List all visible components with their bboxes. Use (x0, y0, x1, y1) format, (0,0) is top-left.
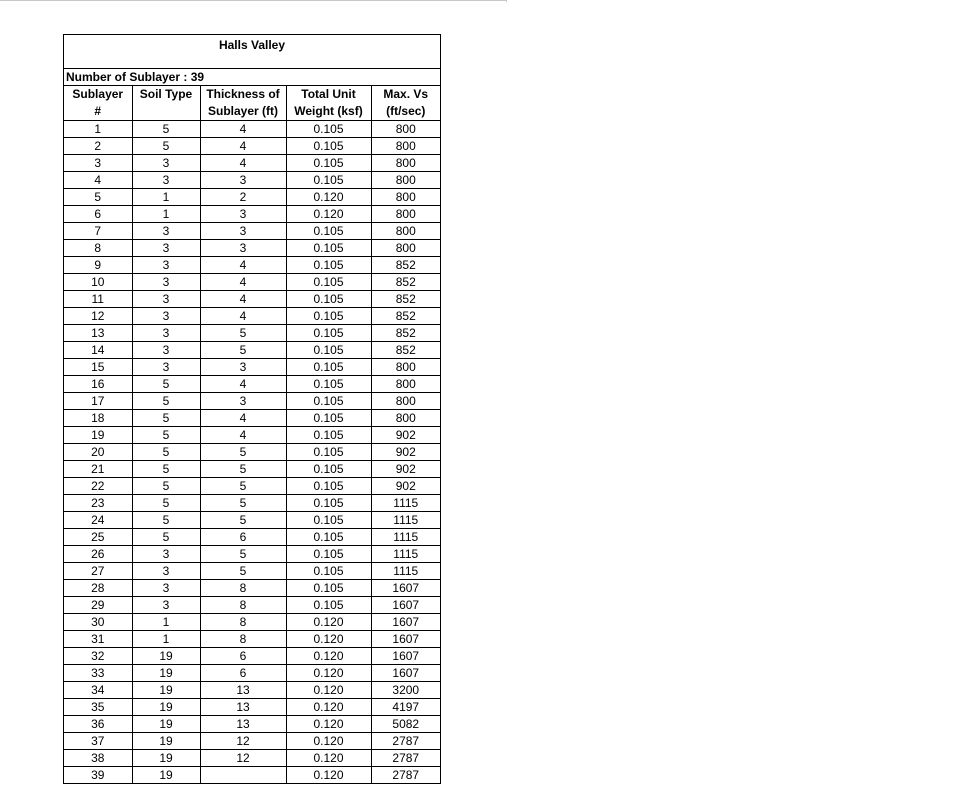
cell-soil-type: 5 (132, 495, 200, 512)
cell-sublayer: 13 (64, 325, 132, 342)
cell-soil-type: 19 (132, 733, 200, 750)
cell-sublayer: 15 (64, 359, 132, 376)
header-line: # (94, 104, 102, 118)
header-line: Sublayer (72, 87, 124, 101)
cell-thickness: 3 (200, 359, 286, 376)
header-line: Weight (ksf) (294, 104, 363, 118)
cell-soil-type: 3 (132, 223, 200, 240)
cell-thickness: 13 (200, 699, 286, 716)
table-row (64, 682, 440, 699)
table-row (64, 631, 440, 648)
table-row (64, 699, 440, 716)
cell-unit-weight: 0.105 (286, 495, 371, 512)
cell-sublayer: 2 (64, 138, 132, 155)
cell-unit-weight: 0.120 (286, 716, 371, 733)
table-row (64, 444, 440, 461)
table-row (64, 325, 440, 342)
cell-sublayer: 28 (64, 580, 132, 597)
cell-soil-type: 3 (132, 325, 200, 342)
cell-max-vs: 5082 (371, 716, 440, 733)
cell-max-vs: 1607 (371, 631, 440, 648)
header-line: (ft/sec) (386, 104, 426, 118)
cell-soil-type: 3 (132, 597, 200, 614)
cell-thickness: 4 (200, 274, 286, 291)
cell-thickness: 5 (200, 342, 286, 359)
cell-sublayer: 12 (64, 308, 132, 325)
cell-thickness: 5 (200, 546, 286, 563)
cell-soil-type: 3 (132, 155, 200, 172)
cell-max-vs: 2787 (371, 750, 440, 767)
table-row (64, 342, 440, 359)
cell-thickness: 4 (200, 155, 286, 172)
cell-max-vs: 1607 (371, 614, 440, 631)
cell-unit-weight: 0.105 (286, 597, 371, 614)
cell-soil-type: 3 (132, 580, 200, 597)
table-row (64, 529, 440, 546)
header-thickness (200, 86, 286, 121)
cell-thickness: 12 (200, 733, 286, 750)
cell-max-vs: 852 (371, 325, 440, 342)
table-row (64, 495, 440, 512)
cell-sublayer: 25 (64, 529, 132, 546)
cell-unit-weight: 0.120 (286, 665, 371, 682)
table-row (64, 291, 440, 308)
header-line: Sublayer (ft) (207, 104, 278, 118)
cell-unit-weight: 0.105 (286, 155, 371, 172)
table-row (64, 648, 440, 665)
cell-thickness: 13 (200, 716, 286, 733)
cell-soil-type: 19 (132, 750, 200, 767)
header-line: Total Unit (301, 87, 356, 101)
cell-max-vs: 1115 (371, 563, 440, 580)
cell-sublayer: 23 (64, 495, 132, 512)
cell-unit-weight: 0.105 (286, 342, 371, 359)
cell-max-vs: 800 (371, 393, 440, 410)
cell-sublayer: 8 (64, 240, 132, 257)
cell-thickness: 5 (200, 512, 286, 529)
cell-max-vs: 1607 (371, 648, 440, 665)
cell-max-vs: 902 (371, 478, 440, 495)
cell-sublayer: 26 (64, 546, 132, 563)
table-row (64, 257, 440, 274)
cell-sublayer: 1 (64, 121, 132, 138)
cell-soil-type: 3 (132, 563, 200, 580)
cell-thickness: 4 (200, 121, 286, 138)
cell-soil-type: 5 (132, 427, 200, 444)
cell-soil-type: 19 (132, 665, 200, 682)
cell-thickness: 3 (200, 240, 286, 257)
cell-thickness: 5 (200, 563, 286, 580)
cell-thickness: 4 (200, 410, 286, 427)
cell-sublayer: 4 (64, 172, 132, 189)
table-title: Halls Valley (64, 35, 440, 69)
cell-sublayer: 9 (64, 257, 132, 274)
cell-soil-type: 3 (132, 257, 200, 274)
cell-unit-weight: 0.120 (286, 767, 371, 784)
cell-max-vs: 800 (371, 172, 440, 189)
cell-max-vs: 902 (371, 461, 440, 478)
cell-sublayer: 39 (64, 767, 132, 784)
table-row (64, 597, 440, 614)
table-row (64, 121, 440, 138)
cell-sublayer: 36 (64, 716, 132, 733)
cell-thickness (200, 767, 286, 784)
cell-sublayer: 35 (64, 699, 132, 716)
cell-unit-weight: 0.105 (286, 121, 371, 138)
cell-sublayer: 31 (64, 631, 132, 648)
cell-soil-type: 1 (132, 631, 200, 648)
table-row (64, 376, 440, 393)
cell-thickness: 8 (200, 597, 286, 614)
cell-max-vs: 902 (371, 444, 440, 461)
cell-unit-weight: 0.120 (286, 750, 371, 767)
cell-thickness: 12 (200, 750, 286, 767)
cell-unit-weight: 0.105 (286, 223, 371, 240)
cell-sublayer: 29 (64, 597, 132, 614)
cell-max-vs: 800 (371, 376, 440, 393)
table-row (64, 478, 440, 495)
table-row (64, 138, 440, 155)
cell-max-vs: 1115 (371, 512, 440, 529)
cell-max-vs: 1115 (371, 546, 440, 563)
table-row (64, 580, 440, 597)
cell-max-vs: 4197 (371, 699, 440, 716)
cell-thickness: 13 (200, 682, 286, 699)
cell-max-vs: 800 (371, 138, 440, 155)
cell-thickness: 4 (200, 138, 286, 155)
cell-sublayer: 33 (64, 665, 132, 682)
table-row (64, 223, 440, 240)
table-row (64, 512, 440, 529)
table-row (64, 427, 440, 444)
cell-unit-weight: 0.105 (286, 529, 371, 546)
cell-unit-weight: 0.105 (286, 461, 371, 478)
cell-max-vs: 800 (371, 240, 440, 257)
cell-thickness: 5 (200, 325, 286, 342)
table-row (64, 750, 440, 767)
cell-max-vs: 1607 (371, 665, 440, 682)
cell-sublayer: 30 (64, 614, 132, 631)
cell-max-vs: 852 (371, 342, 440, 359)
cell-unit-weight: 0.105 (286, 427, 371, 444)
cell-max-vs: 1607 (371, 580, 440, 597)
cell-soil-type: 3 (132, 274, 200, 291)
table-row (64, 614, 440, 631)
cell-soil-type: 5 (132, 376, 200, 393)
cell-unit-weight: 0.120 (286, 614, 371, 631)
cell-soil-type: 5 (132, 138, 200, 155)
table-row (64, 308, 440, 325)
cell-sublayer: 17 (64, 393, 132, 410)
cell-max-vs: 1115 (371, 495, 440, 512)
cell-unit-weight: 0.120 (286, 733, 371, 750)
cell-sublayer: 6 (64, 206, 132, 223)
cell-sublayer: 37 (64, 733, 132, 750)
cell-thickness: 4 (200, 257, 286, 274)
cell-max-vs: 800 (371, 155, 440, 172)
cell-thickness: 8 (200, 580, 286, 597)
cell-sublayer: 27 (64, 563, 132, 580)
table-body (64, 121, 440, 784)
cell-soil-type: 19 (132, 767, 200, 784)
cell-soil-type: 5 (132, 121, 200, 138)
cell-sublayer: 18 (64, 410, 132, 427)
cell-unit-weight: 0.105 (286, 580, 371, 597)
table-row (64, 546, 440, 563)
cell-soil-type: 3 (132, 240, 200, 257)
cell-soil-type: 19 (132, 699, 200, 716)
header-line: Max. Vs (383, 87, 429, 101)
cell-soil-type: 5 (132, 529, 200, 546)
cell-soil-type: 19 (132, 716, 200, 733)
cell-sublayer: 19 (64, 427, 132, 444)
cell-unit-weight: 0.105 (286, 478, 371, 495)
cell-sublayer: 20 (64, 444, 132, 461)
cell-soil-type: 1 (132, 206, 200, 223)
cell-max-vs: 800 (371, 189, 440, 206)
cell-soil-type: 5 (132, 461, 200, 478)
cell-soil-type: 3 (132, 308, 200, 325)
cell-soil-type: 1 (132, 189, 200, 206)
cell-sublayer: 32 (64, 648, 132, 665)
cell-unit-weight: 0.105 (286, 512, 371, 529)
cell-soil-type: 5 (132, 393, 200, 410)
cell-sublayer: 3 (64, 155, 132, 172)
cell-max-vs: 902 (371, 427, 440, 444)
cell-sublayer: 10 (64, 274, 132, 291)
cell-thickness: 6 (200, 529, 286, 546)
table-row (64, 274, 440, 291)
cell-sublayer: 22 (64, 478, 132, 495)
cell-max-vs: 852 (371, 291, 440, 308)
cell-thickness: 8 (200, 631, 286, 648)
cell-soil-type: 5 (132, 478, 200, 495)
cell-unit-weight: 0.105 (286, 376, 371, 393)
cell-thickness: 6 (200, 648, 286, 665)
sheet-border (0, 0, 507, 1)
cell-sublayer: 38 (64, 750, 132, 767)
cell-thickness: 3 (200, 393, 286, 410)
header-soil-type (132, 86, 200, 121)
cell-thickness: 4 (200, 308, 286, 325)
header-row (64, 86, 440, 121)
table-row (64, 733, 440, 750)
cell-max-vs: 852 (371, 274, 440, 291)
soil-profile-table-frame (63, 34, 441, 784)
cell-unit-weight: 0.105 (286, 325, 371, 342)
cell-thickness: 5 (200, 461, 286, 478)
header-max-vs (371, 86, 440, 121)
cell-thickness: 3 (200, 223, 286, 240)
cell-unit-weight: 0.120 (286, 648, 371, 665)
table-row (64, 563, 440, 580)
sublayer-count: Number of Sublayer : 39 (64, 69, 440, 86)
cell-max-vs: 2787 (392, 768, 420, 782)
cell-unit-weight: 0.105 (286, 172, 371, 189)
cell-thickness: 6 (200, 665, 286, 682)
cell-unit-weight: 0.105 (286, 138, 371, 155)
cell-thickness: 4 (200, 291, 286, 308)
header-sublayer (64, 86, 132, 121)
table-row (64, 665, 440, 682)
cell-soil-type: 3 (132, 342, 200, 359)
cell-thickness: 4 (200, 427, 286, 444)
cell-thickness: 5 (200, 495, 286, 512)
cell-sublayer: 7 (64, 223, 132, 240)
cell-unit-weight: 0.105 (286, 444, 371, 461)
cell-unit-weight: 0.105 (286, 274, 371, 291)
cell-unit-weight: 0.105 (286, 563, 371, 580)
cell-soil-type: 3 (132, 172, 200, 189)
cell-max-vs: 1607 (371, 597, 440, 614)
cell-soil-type: 5 (132, 444, 200, 461)
cell-unit-weight: 0.105 (286, 546, 371, 563)
table-row (64, 240, 440, 257)
table-row (64, 189, 440, 206)
cell-soil-type: 3 (132, 291, 200, 308)
cell-max-vs: 800 (371, 410, 440, 427)
cell-thickness: 4 (200, 376, 286, 393)
cell-sublayer: 34 (64, 682, 132, 699)
cell-thickness: 5 (200, 444, 286, 461)
cell-unit-weight: 0.105 (286, 359, 371, 376)
cell-unit-weight: 0.105 (286, 308, 371, 325)
cell-max-vs: 800 (371, 121, 440, 138)
cell-unit-weight: 0.120 (286, 682, 371, 699)
cell-thickness: 3 (200, 206, 286, 223)
cell-unit-weight: 0.105 (286, 410, 371, 427)
cell-thickness: 2 (200, 189, 286, 206)
table-row (64, 172, 440, 189)
cell-thickness: 5 (200, 478, 286, 495)
table-row (64, 716, 440, 733)
cell-max-vs: 852 (371, 308, 440, 325)
cell-soil-type: 19 (132, 648, 200, 665)
cell-sublayer: 21 (64, 461, 132, 478)
cell-soil-type: 5 (132, 512, 200, 529)
table-row (64, 410, 440, 427)
header-unit-weight (286, 86, 371, 121)
cell-unit-weight: 0.120 (286, 189, 371, 206)
sheet-border-edge (506, 0, 507, 2)
cell-unit-weight: 0.105 (286, 257, 371, 274)
cell-sublayer: 11 (64, 291, 132, 308)
table-row (64, 461, 440, 478)
cell-thickness: 3 (200, 172, 286, 189)
cell-soil-type: 3 (132, 546, 200, 563)
header-line: Thickness of (206, 87, 280, 101)
cell-unit-weight: 0.120 (286, 699, 371, 716)
table-row (64, 767, 440, 784)
table-row (64, 155, 440, 172)
cell-max-vs: 800 (371, 359, 440, 376)
cell-sublayer: 5 (64, 189, 132, 206)
cell-soil-type: 19 (132, 682, 200, 699)
cell-soil-type: 3 (132, 359, 200, 376)
sublayer-table (64, 86, 440, 783)
table-row (64, 393, 440, 410)
cell-sublayer: 16 (64, 376, 132, 393)
cell-max-vs: 3200 (371, 682, 440, 699)
cell-unit-weight: 0.105 (286, 291, 371, 308)
cell-soil-type: 5 (132, 410, 200, 427)
cell-sublayer: 14 (64, 342, 132, 359)
cell-soil-type: 1 (132, 614, 200, 631)
cell-unit-weight: 0.120 (286, 631, 371, 648)
cell-unit-weight: 0.120 (286, 206, 371, 223)
cell-thickness: 8 (200, 614, 286, 631)
cell-unit-weight: 0.105 (286, 393, 371, 410)
table-row (64, 359, 440, 376)
header-line: Soil Type (139, 87, 193, 101)
cell-max-vs: 2787 (371, 733, 440, 750)
cell-unit-weight: 0.105 (286, 240, 371, 257)
cell-max-vs: 800 (371, 206, 440, 223)
cell-max-vs: 800 (371, 223, 440, 240)
table-row (64, 206, 440, 223)
cell-max-vs: 1115 (371, 529, 440, 546)
cell-sublayer: 24 (64, 512, 132, 529)
cell-max-vs: 852 (371, 257, 440, 274)
